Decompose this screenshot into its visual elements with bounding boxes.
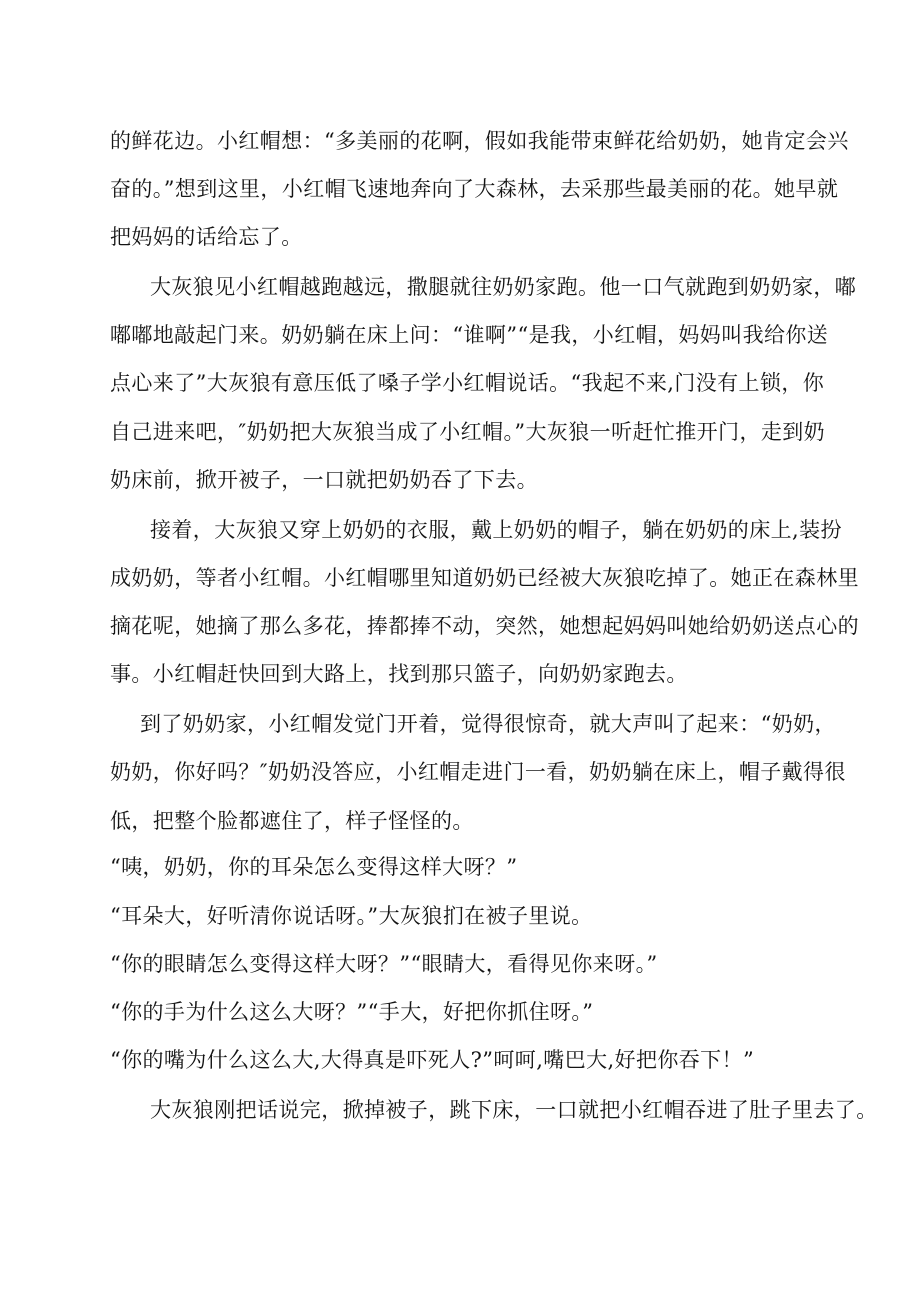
dialogue-line-ears-answer: “耳朵大，好听清你说话呀。”大灰狼扪在被子里说。	[110, 904, 593, 928]
paragraph-2-line-5: 奶床前，掀开被子，一口就把奶奶吞了下去。	[110, 468, 538, 492]
paragraph-3-line-3: 摘花呢，她摘了那么多花，捧都捧不动，突然，她想起妈妈叫她给奶奶送点心的	[110, 614, 859, 638]
paragraph-2-line-1: 大灰狼见小红帽越跑越远，撒腿就往奶奶家跑。他一口气就跑到奶奶家，嘟	[150, 275, 857, 299]
dialogue-line-hands: “你的手为什么这么大呀？”“手大，好把你抓住呀。”	[110, 1000, 594, 1024]
paragraph-2-line-4: 自己进来吧，″奶奶把大灰狼当成了小红帽。”大灰狼一听赶忙推开门，走到奶	[110, 420, 826, 444]
paragraph-1-line-1: 的鲜花边。小红帽想：“多美丽的花啊，假如我能带束鲜花给奶奶，她肯定会兴	[110, 129, 849, 153]
paragraph-3-line-1: 接着，大灰狼又穿上奶奶的衣服，戴上奶奶的帽子，躺在奶奶的床上,装扮	[150, 518, 842, 542]
paragraph-4-line-3: 低，把整个脸都遮住了，样子怪怪的。	[110, 809, 474, 833]
paragraph-2-line-2: 嘟嘟地敲起门来。奶奶躺在床上问：“谁啊”“是我，小红帽，妈妈叫我给你送	[110, 323, 829, 347]
paragraph-4-line-2: 奶奶，你好吗？″奶奶没答应，小红帽走进门一看，奶奶躺在床上，帽子戴得很	[110, 760, 846, 784]
paragraph-final-line-1: 大灰狼刚把话说完，掀掉被子，跳下床，一口就把小红帽吞进了肚子里去了。	[150, 1098, 878, 1122]
paragraph-3-line-4: 事。小红帽赶快回到大路上，找到那只篮子，向奶奶家跑去。	[110, 662, 688, 686]
paragraph-3-line-2: 成奶奶，等者小红帽。小红帽哪里知道奶奶已经被大灰狼吃掉了。她正在森林里	[110, 566, 859, 590]
paragraph-1-line-2: 奋的。”想到这里，小红帽飞速地奔向了大森林，去采那些最美丽的花。她早就	[110, 177, 839, 201]
dialogue-line-ears: “咦，奶奶，你的耳朵怎么变得这样大呀？”	[110, 855, 518, 879]
dialogue-line-mouth: “你的嘴为什么这么大,大得真是吓死人?”呵呵,嘴巴大,好把你吞下！”	[110, 1048, 755, 1072]
paragraph-2-line-3: 点心来了”大灰狼有意压低了嗓子学小红帽说话。“我起不来,门没有上锁，你	[110, 371, 825, 395]
dialogue-line-eyes: “你的眼睛怎么变得这样大呀？”“眼睛大，看得见你来呀。”	[110, 952, 658, 976]
paragraph-1-line-3: 把妈妈的话给忘了。	[110, 225, 303, 249]
paragraph-4-line-1: 到了奶奶家，小红帽发觉门开着，觉得很惊奇，就大声叫了起来：“奶奶，	[140, 712, 836, 736]
